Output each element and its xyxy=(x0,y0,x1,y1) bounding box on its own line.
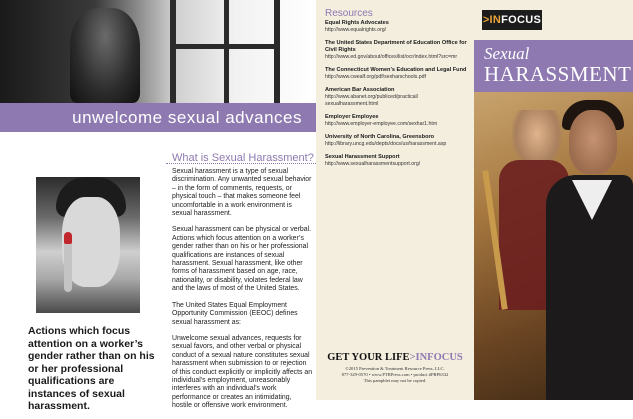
woman-face-image xyxy=(569,110,617,174)
body-text xyxy=(172,168,313,419)
resource-name: Employer Employee xyxy=(325,114,379,121)
woman-silhouette-image xyxy=(70,8,140,103)
banner-text: unwelcome sexual advances xyxy=(72,107,302,127)
paragraph: Unwelcome sexual advances, requests for sexual favors, and other verbal or physical conduct of a sexual nature constitutes sexual harassment when submission to or rejection of this conduct explicitly or implicitly affects an individual’s employment, unreasonably interferes with an individual’s work performance or creates an intimidating, hostile or offensive work environment. xyxy=(172,334,313,410)
man-photo xyxy=(36,177,140,313)
window-bar xyxy=(224,0,229,103)
cover-title-bar xyxy=(474,40,633,92)
resource-link[interactable]: http://www.sexualharassmentsupport.org/ xyxy=(325,161,421,168)
resource-link[interactable]: http://www.ed.gov/about/offices/list/ocr/index.html?src=mr xyxy=(325,53,458,60)
resource-link[interactable]: http://www.equalrights.org/ xyxy=(325,26,387,33)
paragraph: Sexual harassment is a type of sexual discrimination. Any unwanted sexual behavior – in the form of comments, requests, or physical touch – that makes someone feel uncomfortable in a work environment is sexual harassment. xyxy=(172,168,312,218)
resource-name: American Bar Association xyxy=(325,87,395,94)
banner xyxy=(0,103,316,132)
infocus-badge xyxy=(482,10,542,30)
logo-main-text: GET YOUR LIFE xyxy=(327,352,410,363)
resources-title: Resources xyxy=(325,8,373,19)
resource-item xyxy=(325,87,472,107)
cover-title-line1: Sexual xyxy=(484,44,530,63)
badge-main: FOCUS xyxy=(501,14,542,26)
badge-text xyxy=(483,14,541,26)
paragraph: Sexual harassment can be physical or verbal. Actions which focus attention on a worker’s gender rather than on his or her professional qualifications are instances of sexual harassment. Sexual harassment, like other forms of harassment based on age, race, nationality, or disability, violates federal law and the laws of most of the United States. xyxy=(172,226,312,293)
resource-item xyxy=(325,20,472,33)
logo-accent-text: >INFOCUS xyxy=(409,352,463,363)
resource-name: Equal Rights Advocates xyxy=(325,20,389,26)
window-bar xyxy=(176,44,274,49)
badge-accent: >IN xyxy=(482,14,502,26)
window-photo xyxy=(0,0,316,103)
resource-link[interactable]: http://www.employer-employee.com/sexhar1.htm xyxy=(325,120,438,127)
copyright-line: This pamphlet may not be copied. xyxy=(363,378,427,383)
resource-item xyxy=(325,40,472,60)
resource-name: The Connecticut Women’s Education and Legal Fund xyxy=(325,67,467,74)
resources-panel xyxy=(316,0,474,400)
resource-item xyxy=(325,154,472,167)
resource-link[interactable]: http://www.cwealf.org/pdf/sexharschools.pdf xyxy=(325,74,426,80)
resource-link[interactable]: http://library.uncg.edu/depts/docs/us/harassment.asp xyxy=(325,141,447,148)
resource-item xyxy=(325,134,472,147)
resource-name: University of North Carolina, Greensboro xyxy=(325,134,435,141)
resources-list xyxy=(325,20,472,175)
copyright-line: ©2015 Prevention & Treatment Resource Press, LLC. xyxy=(345,366,445,371)
resource-link[interactable]: http://www.abanet.org/publiced/practical/ sexualharassment.html xyxy=(325,94,419,107)
copyright-line: 877-329-0570 • www.PTRPress.com • product #PRP6332 xyxy=(341,372,449,377)
resource-item xyxy=(325,67,472,80)
red-nail xyxy=(64,232,72,244)
paragraph: The United States Equal Employment Opportunity Commission (EEOC) defines sexual harassment as: xyxy=(172,301,298,326)
resource-item xyxy=(325,114,472,127)
section-title: What is Sexual Harassment? xyxy=(172,152,314,164)
window-frame-image xyxy=(170,0,280,103)
resource-name: Sexual Harassment Support xyxy=(325,154,400,161)
left-panel xyxy=(0,0,316,412)
section-divider xyxy=(166,163,316,164)
publisher-logo xyxy=(316,352,474,363)
pull-quote: Actions which focus attention on a worker’s gender rather than on his or her professional qualifications are instances of sexual harassment. xyxy=(28,325,155,412)
cover-title-line2: HARASSMENT xyxy=(484,62,632,86)
resource-name: The United States Department of Education Office for Civil Rights xyxy=(325,40,467,53)
copyright-block xyxy=(316,366,474,384)
cover-panel xyxy=(474,0,633,400)
